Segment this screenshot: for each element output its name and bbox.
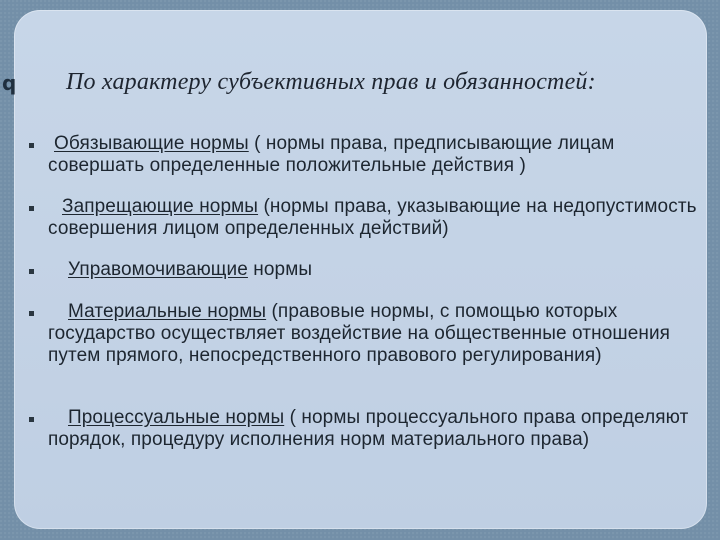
square-bullet-icon <box>29 206 34 211</box>
square-bullet-icon <box>29 311 34 316</box>
list-item-text <box>48 301 708 367</box>
description-prohibiting: (нормы права, указывающие на недопустимость совершения лицом определенных действий) <box>48 196 697 239</box>
list-item-text <box>48 407 708 451</box>
square-bullet-icon <box>29 417 34 422</box>
term-prohibiting: Запрещающие нормы <box>62 196 259 217</box>
list-item-text <box>48 259 708 281</box>
checkbox-bullet-icon: q <box>2 71 17 95</box>
description-empowering: нормы <box>247 259 313 280</box>
list-item-text <box>48 196 708 240</box>
term-obligating: Обязывающие нормы <box>54 133 249 154</box>
description-procedural: ( нормы процессуального права определяют порядок, процедуру исполнения норм материального права) <box>48 407 689 450</box>
heading-text: По характеру субъективных прав и обязанностей: <box>66 69 596 95</box>
square-bullet-icon <box>29 269 34 274</box>
term-procedural: Процессуальные нормы <box>68 407 285 428</box>
section-heading <box>0 66 720 106</box>
term-material: Материальные нормы <box>68 301 267 322</box>
description-material: (правовые нормы, с помощью которых государство осуществляет воздействие на общественные отношения путем прямого, непосредственного правового регулирования) <box>48 301 671 366</box>
list-item-text <box>48 133 708 177</box>
description-obligating: ( нормы права, предписывающие лицам совершать определенные положительные действия ) <box>48 133 615 176</box>
term-empowering: Управомочивающие <box>68 259 248 280</box>
square-bullet-icon <box>29 143 34 148</box>
